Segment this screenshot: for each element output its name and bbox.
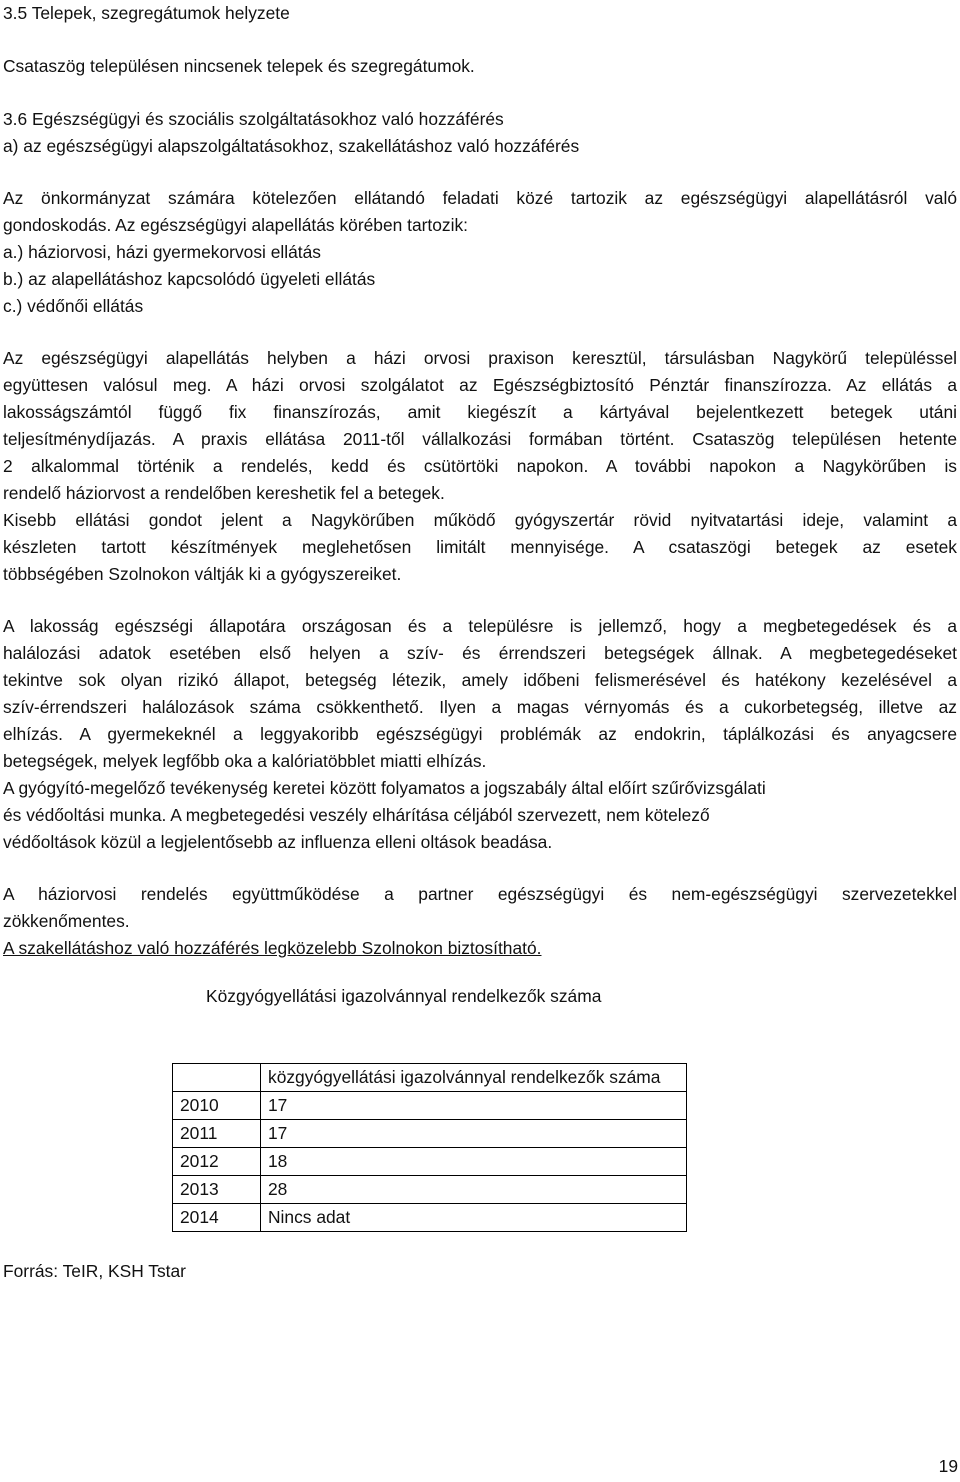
list-item: a.) háziorvosi, házi gyermekorvosi ellátás <box>3 242 321 262</box>
paragraph-line: A háziorvosi rendelés együttműködése a partner egészségügyi és nem-egészségügyi szervezetekkel <box>3 884 957 904</box>
list-item: b.) az alapellátáshoz kapcsolódó ügyeleti ellátás <box>3 269 376 289</box>
data-table <box>172 1063 687 1232</box>
paragraph-line: rendelő háziorvost a rendelőben kereshetik fel a betegek. <box>3 483 445 503</box>
section-3-5-text: Csataszög településen nincsenek telepek és szegregátumok. <box>3 56 475 76</box>
table-row <box>173 1092 687 1120</box>
table-header-empty-cell <box>173 1064 261 1092</box>
section-heading-3-6: 3.6 Egészségügyi és szociális szolgáltatásokhoz való hozzáférés <box>3 109 504 129</box>
paragraph-line: szív-érrendszeri halálozások száma csökkenthető. Ilyen a magas vérnyomás és a cukorbetegség, illetve az <box>3 697 957 717</box>
list-item: c.) védőnői ellátás <box>3 296 144 316</box>
year-cell: 2013 <box>173 1176 261 1204</box>
value-cell: 18 <box>261 1148 687 1176</box>
table-header-text: közgyógyellátási igazolvánnyal rendelkezők száma <box>268 1067 661 1087</box>
paragraph-line: Az egészségügyi alapellátás helyben a házi orvosi praxison keresztül, társulásban Nagykörű településsel <box>3 348 957 368</box>
table-caption: Közgyógyellátási igazolvánnyal rendelkezők száma <box>206 986 602 1006</box>
paragraph-line: betegségek, melyek legfőbb oka a kalóriatöbblet miatti elhízás. <box>3 751 487 771</box>
table-row <box>173 1148 687 1176</box>
paragraph-line: teljesítménydíjazás. A praxis ellátása 2011-től vállalkozási formában történt. Csataszög településen hetente <box>3 429 957 449</box>
table-header-row <box>173 1064 687 1092</box>
paragraph-line: Az önkormányzat számára kötelezően ellátandó feladati közé tartozik az egészségügyi alapellátásról való <box>3 188 957 208</box>
paragraph-line: halálozási adatok esetében első helyen a szív- és érrendszeri betegségek állnak. A megbetegedéseket <box>3 643 957 663</box>
table-header-cell <box>261 1064 687 1092</box>
value-cell: Nincs adat <box>261 1204 687 1232</box>
paragraph-line: A gyógyító-megelőző tevékenység keretei között folyamatos a jogszabály által előírt szűrővizsgálati <box>3 778 766 798</box>
paragraph-line: elhízás. A gyermekeknél a leggyakoribb egészségügyi problémák az endokrin, táplálkozási és anyagcsere <box>3 724 957 744</box>
paragraph-line: Kisebb ellátási gondot jelent a Nagykörűben működő gyógyszertár rövid nyitvatartási ideje, valamint a <box>3 510 957 530</box>
paragraph-line: A lakosság egészségi állapotára országosan és a településre is jellemző, hogy a megbetegedések és a <box>3 616 957 636</box>
value-cell: 17 <box>261 1120 687 1148</box>
paragraph-line: védőoltások közül a legjelentősebb az influenza elleni oltások beadása. <box>3 832 553 852</box>
table-row <box>173 1176 687 1204</box>
year-cell: 2011 <box>173 1120 261 1148</box>
paragraph-line: lakosságszámtól függő fix finanszírozás, amit kiegészít a kártyával bejelentkezett betegek utáni <box>3 402 957 422</box>
year-cell: 2014 <box>173 1204 261 1232</box>
paragraph-line: készleten tartott készítmények meglehetősen limitált mennyisége. A csataszögi betegek az esetek <box>3 537 957 557</box>
table-row <box>173 1120 687 1148</box>
paragraph-line: gondoskodás. Az egészségügyi alapellátás körében tartozik: <box>3 215 469 235</box>
section-heading-3-5: 3.5 Telepek, szegregátumok helyzete <box>3 3 290 23</box>
page-number: 19 <box>938 1456 958 1476</box>
underlined-statement: A szakellátáshoz való hozzáférés legközelebb Szolnokon biztosítható. <box>3 938 542 958</box>
subsection-heading-3-6a: a) az egészségügyi alapszolgáltatásokhoz, szakellátáshoz való hozzáférés <box>3 136 580 156</box>
paragraph-line: 2 alkalommal történik a rendelés, kedd és csütörtöki napokon. A további napokon a Nagykörűben is <box>3 456 957 476</box>
paragraph-line: és védőoltási munka. A megbetegedési veszély elhárítása céljából szervezett, nem kötelező <box>3 805 710 825</box>
paragraph-line: zökkenőmentes. <box>3 911 130 931</box>
year-cell: 2012 <box>173 1148 261 1176</box>
value-cell: 28 <box>261 1176 687 1204</box>
year-cell: 2010 <box>173 1092 261 1120</box>
paragraph-line: többségében Szolnokon váltják ki a gyógyszereiket. <box>3 564 402 584</box>
table-row <box>173 1204 687 1232</box>
value-cell: 17 <box>261 1092 687 1120</box>
paragraph-line: együttesen valósul meg. A házi orvosi szolgálatot az Egészségbiztosító Pénztár finanszírozza. Az ellátás a <box>3 375 957 395</box>
source-note: Forrás: TeIR, KSH Tstar <box>3 1261 186 1281</box>
paragraph-line: tekintve sok olyan rizikó állapot, betegség létezik, amely időbeni felismerésével és hatékony kezelésével a <box>3 670 957 690</box>
